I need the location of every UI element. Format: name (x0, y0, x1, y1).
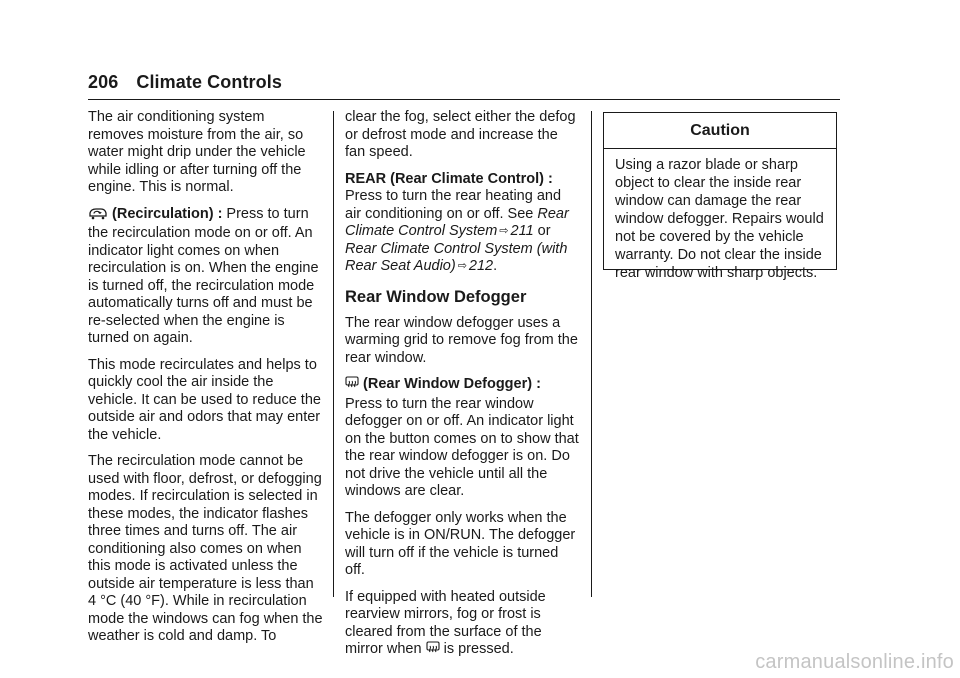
caution-box (603, 112, 837, 281)
rear-defogger-icon (345, 376, 359, 396)
rear-climate-end: . (493, 258, 498, 274)
recirculation-label: (Recirculation) : (112, 205, 223, 222)
paragraph-clear-fog: clear the fog, select either the defog or defrost mode and increase the fan speed. (345, 109, 576, 160)
paragraph-recirculation (88, 206, 324, 348)
paragraph-ac-moisture: The air conditioning system removes moisture from the air, so water might drip under the vehicle while idling or after turning off the engine. This is normal. (88, 109, 306, 195)
column-divider-left (333, 111, 334, 597)
paragraph-defogger-only: The defogger only works when the vehicle is in ON/RUN. The defogger will turn off if the vehicle is turned off. (345, 509, 576, 578)
section-heading-rear-window-defogger: Rear Window Defogger (345, 287, 527, 306)
page-reference-arrow-icon: ⇨ (499, 225, 509, 237)
recirculation-icon (88, 208, 108, 226)
defogger-text: Press to turn the rear window defogger on or off. An indicator light on the button comes on to show that the rear window defogger is on. Do not drive the vehicle until all the windows are clear. (345, 395, 579, 499)
page-header (88, 72, 282, 93)
paragraph-recirc-modes: The recirculation mode cannot be used with floor, defrost, or defogging modes. If recirculation is selected in these modes, the indicator flashes three times and turns off. The air conditioning also comes on when this mode is activated unless the outside air temperature is less than 4 °C (40 °F). While in recirculation mode the windows can fog when the weather is cold and damp. To (88, 453, 323, 644)
section-title: Climate Controls (136, 72, 282, 92)
rear-defogger-icon (426, 641, 440, 661)
rear-climate-link-2[interactable]: Rear Climate Control System (with Rear Seat Audio) (345, 240, 568, 274)
paragraph-rear-climate (345, 171, 581, 276)
header-rule (88, 99, 840, 100)
paragraph-defogger-intro: The rear window defogger uses a warming grid to remove fog from the rear window. (345, 314, 578, 366)
defogger-label: (Rear Window Defogger) : (363, 376, 541, 392)
column-divider-right (591, 111, 592, 597)
heated-mirrors-text-end: is pressed. (443, 641, 514, 657)
paragraph-defogger-button (345, 376, 581, 501)
page-number: 206 (88, 72, 119, 92)
caution-body: Using a razor blade or sharp object to clear the inside rear window can damage the rear window defogger. Repairs would not be covered by the vehicle warranty. Do not clear the inside rear window with sharp objects. (615, 157, 824, 281)
rear-climate-link-1[interactable]: Rear Climate Control System (345, 205, 569, 239)
recirculation-text: Press to turn the recirculation mode on or off. An indicator light comes on when recirculation is on. When the engine is turned off, the recirculation mode automatically turns off and must be re-selected when the engine is turned on again. (88, 205, 319, 346)
rear-climate-or: or (533, 223, 551, 239)
rear-climate-label: REAR (Rear Climate Control) : (345, 170, 553, 187)
paragraph-recirc-cool: This mode recirculates and helps to quickly cool the air inside the vehicle. It can be used to reduce the outside air and odors that may enter the vehicle. (88, 356, 321, 443)
text-column-2 (345, 109, 581, 670)
page-reference-2[interactable]: 212 (468, 258, 494, 274)
page-reference-arrow-icon: ⇨ (457, 260, 467, 272)
rear-climate-text: Press to turn the rear heating and air conditioning on or off. See (345, 188, 562, 222)
heated-mirrors-text: If equipped with heated outside rearview mirrors, fog or frost is cleared from the surface of the mirror when (345, 588, 546, 657)
watermark: carmanualsonline.info (755, 651, 954, 673)
paragraph-heated-mirrors (345, 589, 581, 661)
page-reference-1[interactable]: 211 (510, 223, 534, 239)
caution-title: Caution (604, 113, 836, 149)
text-column-1 (88, 109, 324, 655)
